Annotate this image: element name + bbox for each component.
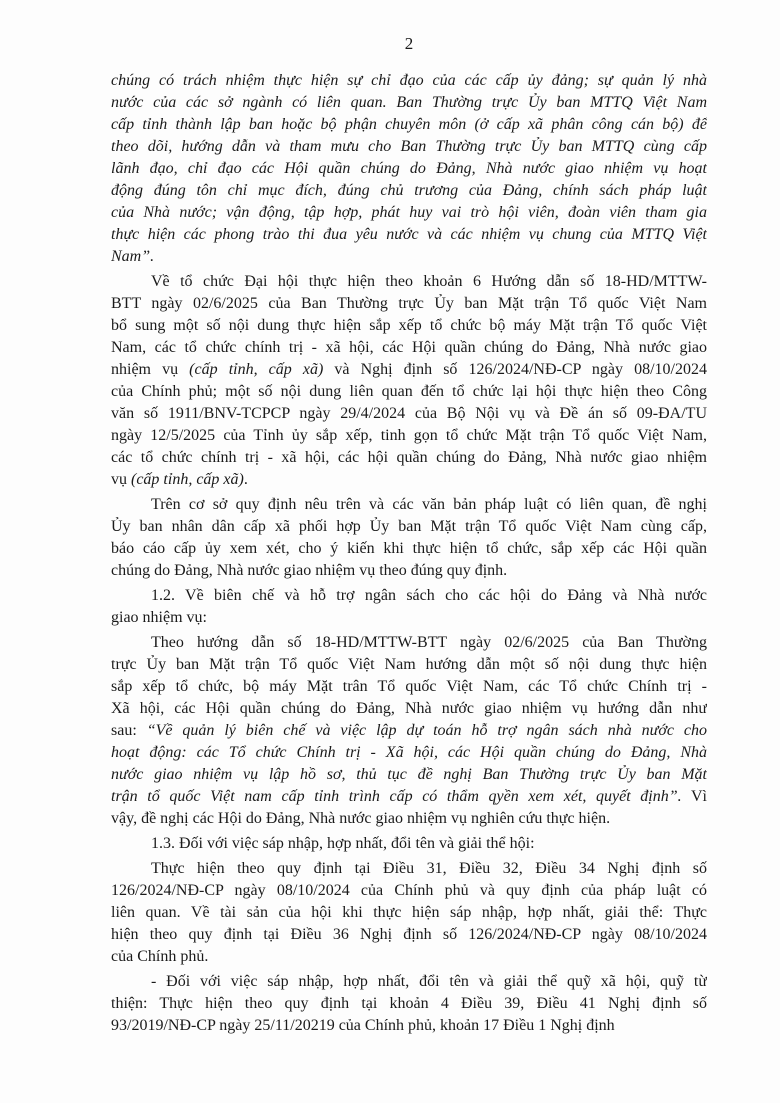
text-line [111, 764, 707, 786]
text-line [111, 786, 707, 808]
text-line [111, 742, 707, 764]
italic-text-segment: trận tổ quốc Việt nam cấp tỉnh trình cấp có thẩm qyền xem xét, quyết định”. [111, 788, 682, 805]
paragraph [111, 858, 707, 968]
paragraph [111, 971, 707, 1037]
text-segment: báo cáo cấp ủy xem xét, cho ý kiến khi thực hiện tổ chức, sắp xếp các Hội quần [111, 540, 707, 557]
text-line [111, 516, 707, 538]
text-segment: Ủy ban nhân dân cấp xã phối hợp Ủy ban Mặt trận Tổ quốc Việt Nam cùng cấp, [111, 518, 707, 535]
italic-text-segment: thực hiện các phong trào thi đua yêu nước và các nhiệm vụ chung của MTTQ Việt [111, 226, 707, 243]
text-segment: 93/2019/NĐ-CP ngày 25/11/20219 của Chính phủ, khoản 17 Điều 1 Nghị định [111, 1017, 615, 1034]
text-line [111, 403, 707, 425]
text-line [111, 993, 707, 1015]
text-line [111, 136, 707, 158]
text-line [111, 654, 707, 676]
text-segment: hiện theo quy định tại Điều 36 Nghị định số 126/2024/NĐ-CP ngày 08/10/2024 [111, 926, 707, 943]
text-segment: Xã hội, các Hội quần chúng do Đảng, Nhà nước giao nhiệm vụ hướng dẫn như [111, 700, 707, 717]
text-segment: sắp xếp tổ chức, bộ máy Mặt trân Tổ quốc Việt Nam, các Tổ chức Chính trị - [111, 678, 707, 695]
text-segment: . [243, 471, 248, 488]
text-segment: Nam, các tổ chức chính trị - xã hội, các Hội quần chúng do Đảng, Nhà nước giao [111, 339, 707, 356]
text-line [111, 902, 707, 924]
text-line [111, 180, 707, 202]
italic-text-segment: (cấp tỉnh, cấp xã) [189, 361, 324, 378]
paragraph [111, 585, 707, 629]
text-line [111, 158, 707, 180]
text-line [111, 224, 707, 246]
text-segment: Theo hướng dẫn số 18-HD/MTTW-BTT ngày 02/6/2025 của Ban Thường [151, 634, 707, 651]
page-number: 2 [404, 34, 414, 53]
text-segment: sau: [111, 722, 147, 739]
text-segment: văn số 1911/BNV-TCPCP ngày 29/4/2024 của Bộ Nội vụ và Đề án số 09-ĐA/TU [111, 405, 707, 422]
text-line [111, 632, 707, 654]
text-line [111, 946, 707, 968]
text-segment: BTT ngày 02/6/2025 của Ban Thường trực Ủy ban Mặt trận Tổ quốc Việt Nam [111, 295, 707, 312]
text-line [111, 425, 707, 447]
text-line [111, 698, 707, 720]
text-segment: 1.2. Về biên chế và hỗ trợ ngân sách cho các hội do Đảng và Nhà nước [151, 587, 707, 604]
italic-text-segment: chúng có trách nhiệm thực hiện sự chỉ đạo của các cấp ủy đảng; sự quản lý nhà [111, 72, 707, 89]
text-line [111, 246, 707, 268]
text-segment: bổ sung một số nội dung thực hiện sắp xếp tổ chức bộ máy Mặt trận Tổ quốc Việt [111, 317, 707, 334]
text-line [111, 469, 707, 491]
text-line [111, 381, 707, 403]
text-line [111, 447, 707, 469]
text-segment: Trên cơ sở quy định nêu trên và các văn bản pháp luật có liên quan, đề nghị [151, 496, 707, 513]
text-segment: vậy, đề nghị các Hội do Đảng, Nhà nước giao nhiệm vụ nghiên cứu thực hiện. [111, 810, 611, 827]
paragraph [111, 271, 707, 491]
text-line [111, 315, 707, 337]
text-line [111, 833, 707, 855]
paragraph [111, 70, 707, 268]
text-segment: giao nhiệm vụ: [111, 609, 207, 626]
text-line [111, 538, 707, 560]
text-line [111, 114, 707, 136]
text-line [111, 92, 707, 114]
text-segment: Thực hiện theo quy định tại Điều 31, Điều 32, Điều 34 Nghị định số [151, 860, 707, 877]
italic-text-segment: động đúng tôn chỉ mục đích, đúng chủ trương của Đảng, chính sách pháp luật [111, 182, 707, 199]
text-line [111, 720, 707, 742]
text-line [111, 293, 707, 315]
italic-text-segment: cấp tỉnh thành lập ban hoặc bộ phận chuyên môn (ở cấp xã phân công cán bộ) để [111, 116, 707, 133]
text-segment: của Chính phủ. [111, 948, 209, 965]
text-line [111, 971, 707, 993]
text-line [111, 494, 707, 516]
italic-text-segment: hoạt động: các Tổ chức Chính trị - Xã hội, các Hội quần chúng do Đảng, Nhà [111, 744, 707, 761]
text-line [111, 271, 707, 293]
text-line [111, 585, 707, 607]
text-line [111, 676, 707, 698]
text-segment: trực Ủy ban Mặt trận Tổ quốc Việt Nam hướng dẫn một số nội dung thực hiện [111, 656, 707, 673]
italic-text-segment: nước của các sở ngành có liên quan. Ban Thường trực Ủy ban MTTQ Việt Nam [111, 94, 707, 111]
paragraph [111, 494, 707, 582]
text-segment: Vì [681, 788, 707, 805]
text-line [111, 337, 707, 359]
italic-text-segment: “Về quản lý biên chế và việc lập dự toán hỗ trợ ngân sách nhà nước cho [146, 722, 707, 739]
document-body [111, 70, 707, 1037]
text-line [111, 202, 707, 224]
text-line [111, 359, 707, 381]
text-line [111, 880, 707, 902]
italic-text-segment: nước giao nhiệm vụ lập hồ sơ, thủ tục đề nghị Ban Thường trực Ủy ban Mặt [111, 766, 707, 783]
text-segment: của Chính phủ; một số nội dung liên quan đến tổ chức lại hội thực hiện theo Công [111, 383, 707, 400]
italic-text-segment: của Nhà nước; vận động, tập hợp, phát huy vai trò hội viên, đoàn viên tham gia [111, 204, 707, 221]
text-segment: - Đối với việc sáp nhập, hợp nhất, đổi tên và giải thể quỹ xã hội, quỹ từ [151, 973, 707, 990]
text-line [111, 808, 707, 830]
text-segment: Về tổ chức Đại hội thực hiện theo khoản 6 Hướng dẫn số 18-HD/MTTW- [151, 273, 707, 290]
italic-text-segment: theo dõi, hướng dẫn và tham mưu cho Ban Thường trực Ủy ban MTTQ cùng cấp [111, 138, 707, 155]
text-segment: vụ [111, 471, 131, 488]
text-line [111, 1015, 707, 1037]
text-segment: liên quan. Về tài sản của hội khi thực hiện sáp nhập, hợp nhất, giải thể: Thực [111, 904, 707, 921]
text-segment: các tổ chức chính trị - xã hội, các hội quần chúng do Đảng, Nhà nước giao nhiệm [111, 449, 707, 466]
text-segment: chúng do Đảng, Nhà nước giao nhiệm vụ theo đúng quy định. [111, 562, 508, 579]
text-line [111, 924, 707, 946]
text-line [111, 560, 707, 582]
italic-text-segment: lãnh đạo, chỉ đạo các Hội quần chúng do Đảng, Nhà nước giao nhiệm vụ hoạt [111, 160, 707, 177]
italic-text-segment: Nam”. [111, 248, 155, 265]
text-line [111, 607, 707, 629]
italic-text-segment: (cấp tỉnh, cấp xã) [131, 471, 244, 488]
text-segment: 126/2024/NĐ-CP ngày 08/10/2024 của Chính phủ và quy định của pháp luật có [111, 882, 707, 899]
text-segment: và Nghị định số 126/2024/NĐ-CP ngày 08/10/2024 [323, 361, 707, 378]
text-segment: ngày 12/5/2025 của Tỉnh ủy sắp xếp, tinh gọn tổ chức Mặt trận Tổ quốc Việt Nam, [111, 427, 707, 444]
text-segment: thiện: Thực hiện theo quy định tại khoản 4 Điều 39, Điều 41 Nghị định số [111, 995, 707, 1012]
text-segment: nhiệm vụ [111, 361, 190, 378]
text-segment: 1.3. Đối với việc sáp nhập, hợp nhất, đổi tên và giải thể hội: [151, 835, 535, 852]
paragraph [111, 833, 707, 855]
text-line [111, 70, 707, 92]
text-line [111, 858, 707, 880]
paragraph [111, 632, 707, 830]
